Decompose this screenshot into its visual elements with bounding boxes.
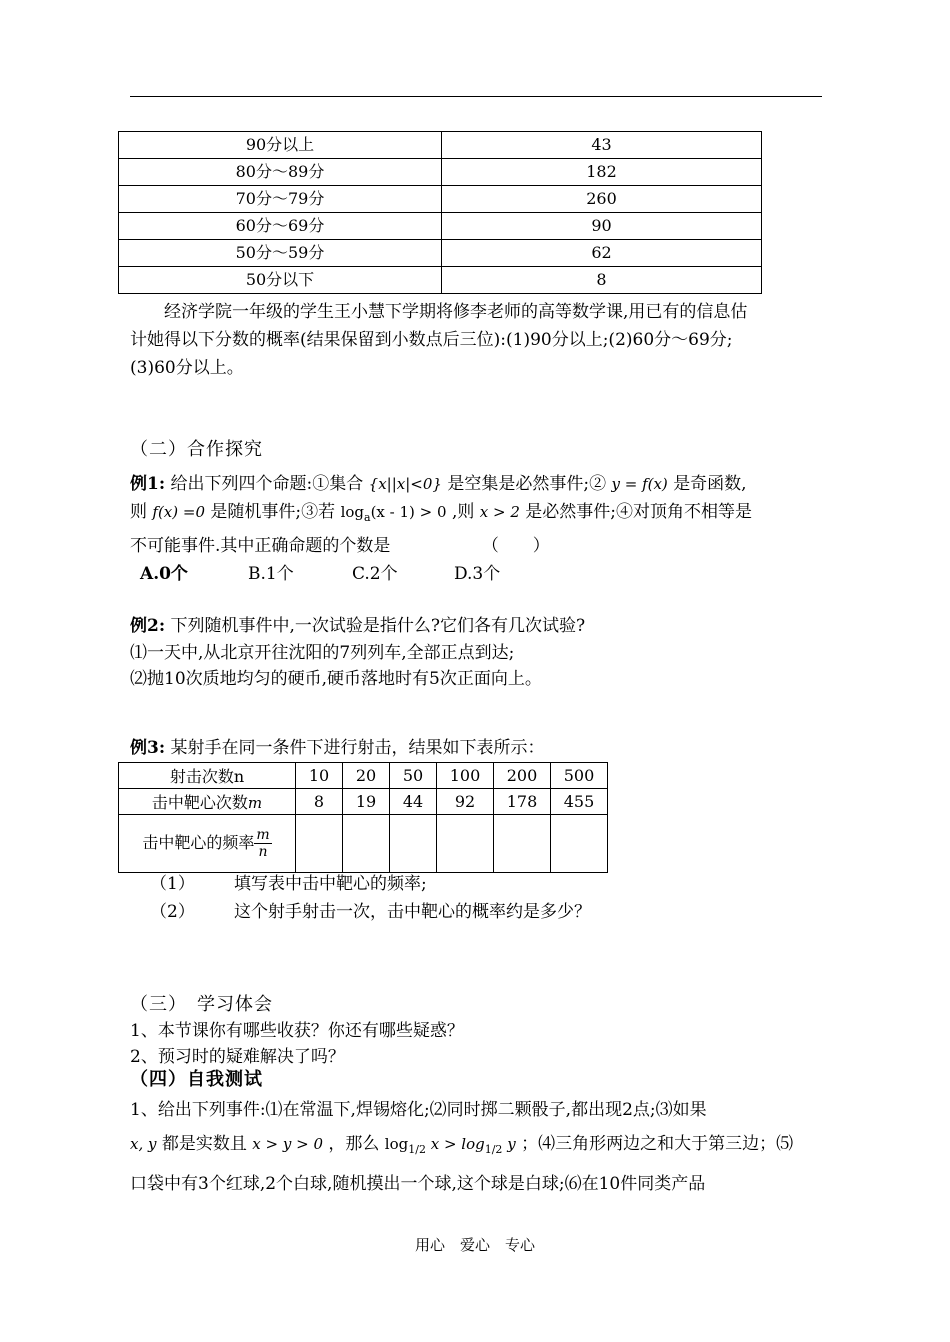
task-2-number: （2）	[150, 902, 195, 922]
row-label-frequency	[119, 815, 296, 873]
fraction-numerator: m	[256, 827, 270, 843]
section-4-text-c: ，那么	[328, 1134, 380, 1154]
log-middle: x > log	[430, 1135, 485, 1153]
example-1	[130, 470, 830, 588]
hits-cell: 44	[390, 789, 437, 815]
table-row	[119, 267, 762, 294]
table-row	[119, 132, 762, 159]
score-range-cell: 50分以下	[119, 267, 442, 294]
section-3-item-1: 1、本节课你有哪些收获？你还有哪些疑惑？	[130, 1021, 464, 1041]
set-expression: {x||x|<0}	[368, 475, 442, 493]
example-1-text-b: 是空集是必然事件;②	[447, 474, 607, 494]
intro-paragraph	[130, 298, 830, 382]
frequency-blank-cell[interactable]	[343, 815, 390, 873]
table-row	[119, 213, 762, 240]
section-3-item-2: 2、预习时的疑难解决了吗？	[130, 1047, 345, 1067]
x-greater-2: x > 2	[479, 503, 520, 521]
log-argument: (x - 1) > 0	[370, 503, 447, 521]
section-4-title: （四）自我测试	[130, 1069, 263, 1090]
example-1-text-h: 不可能事件.其中正确命题的个数是	[130, 536, 391, 556]
hits-cell: 19	[343, 789, 390, 815]
section-4-line-3: 口袋中有3个红球,2个白球,随机摸出一个球,这个球是白球;⑹在10件同类产品	[130, 1174, 706, 1194]
hits-cell: 92	[437, 789, 494, 815]
shots-cell: 20	[343, 763, 390, 789]
student-count-cell: 43	[442, 132, 762, 159]
example-1-line-3	[130, 532, 830, 560]
log-word-1: log	[384, 1135, 409, 1153]
log-word: log	[340, 503, 364, 521]
score-range-cell: 60分～69分	[119, 213, 442, 240]
example-3-tasks	[150, 870, 850, 926]
task-2	[150, 898, 850, 926]
log-expression	[340, 503, 447, 524]
intro-line-2: 计她得以下分数的概率(结果保留到小数点后三位):(1)90分以上;(2)60分～69分;	[130, 330, 733, 350]
example-2-item-1: ⑴一天中,从北京开往沈阳的7列列车,全部正点到达;	[130, 643, 515, 663]
option-d: D.3个	[454, 564, 501, 584]
fraction-denominator: n	[258, 844, 268, 860]
example-3-question: 某射手在同一条件下进行射击，结果如下表所示：	[170, 738, 545, 758]
example-1-text-e: 是随机事件;③若	[210, 502, 336, 522]
example-2-question: 下列随机事件中,一次试验是指什么?它们各有几次试验?	[170, 616, 586, 636]
hits-label-text: 击中靶心次数	[151, 793, 248, 812]
example-3-label: 例3:	[130, 738, 166, 758]
frequency-blank-cell[interactable]	[296, 815, 343, 873]
header-rule	[130, 96, 822, 97]
answer-blank: （ ）	[481, 536, 550, 556]
frequency-blank-cell[interactable]	[390, 815, 437, 873]
log-base-2: 1/2	[484, 1143, 503, 1156]
score-range-cell: 50分～59分	[119, 240, 442, 267]
example-2-item-2: ⑵抛10次质地均匀的硬币,硬币落地时有5次正面向上。	[130, 669, 542, 689]
hits-cell: 8	[296, 789, 343, 815]
log-inequality	[384, 1135, 516, 1156]
example-1-line-1	[130, 470, 830, 498]
shots-cell: 50	[390, 763, 437, 789]
log-base: a	[364, 511, 371, 524]
table-row	[119, 240, 762, 267]
task-1	[150, 870, 850, 898]
score-range-cell: 80分～89分	[119, 159, 442, 186]
score-range-cell: 90分以上	[119, 132, 442, 159]
student-count-cell: 62	[442, 240, 762, 267]
section-4-line-1: 1、给出下列事件:⑴在常温下,焊锡熔化;⑵同时掷二颗骰子,都出现2点;⑶如果	[130, 1100, 707, 1120]
section-2-title: （二）合作探究	[130, 439, 263, 460]
shots-cell: 500	[551, 763, 608, 789]
example-1-label: 例1:	[130, 474, 166, 494]
frequency-blank-cell[interactable]	[551, 815, 608, 873]
shots-cell: 10	[296, 763, 343, 789]
task-1-text: 填写表中击中靶心的频率;	[234, 874, 427, 894]
option-b: B.1个	[248, 564, 294, 584]
inequality-condition: x > y > 0	[252, 1135, 323, 1153]
option-c: C.2个	[352, 564, 398, 584]
example-2	[130, 612, 830, 692]
student-count-cell: 182	[442, 159, 762, 186]
task-2-text: 这个射手射击一次，击中靶心的概率约是多少？	[234, 902, 591, 922]
student-count-cell: 90	[442, 213, 762, 240]
row-label-shots: 射击次数n	[119, 763, 296, 789]
example-1-text-f: ,则	[451, 502, 475, 522]
function-expression: y = f(x)	[611, 475, 668, 493]
example-1-text-g: 是必然事件;④对顶角不相等是	[525, 502, 752, 522]
table-row	[119, 763, 608, 789]
fx-zero-expression: f(x) =0	[152, 503, 206, 521]
example-1-text-c: 是奇函数,	[673, 474, 747, 494]
log-end: y	[507, 1135, 516, 1153]
shots-cell: 200	[494, 763, 551, 789]
table-row	[119, 186, 762, 213]
section-3-items	[130, 1018, 830, 1070]
section-3-title: （三） 学习体会	[130, 994, 273, 1015]
intro-line-3: (3)60分以上。	[130, 358, 244, 378]
freq-label-text: 击中靶心的频率	[142, 833, 255, 852]
frequency-fraction	[254, 827, 271, 860]
example-1-options	[140, 560, 830, 588]
section-4-text-b: 都是实数且	[161, 1134, 247, 1154]
frequency-blank-cell[interactable]	[437, 815, 494, 873]
hits-cell: 178	[494, 789, 551, 815]
example-2-label: 例2:	[130, 616, 166, 636]
example-1-text-a: 给出下列四个命题:①集合	[170, 474, 364, 494]
log-base-1: 1/2	[408, 1143, 426, 1156]
example-1-text-d: 则	[130, 502, 147, 522]
xy-variables: x, y	[130, 1135, 157, 1153]
table-row	[119, 159, 762, 186]
page-footer: 用心 爱心 专心	[414, 1236, 535, 1254]
section-4-text-d: ；⑷三角形两边之和大于第三边；⑸	[521, 1134, 794, 1154]
student-count-cell: 8	[442, 267, 762, 294]
shots-cell: 100	[437, 763, 494, 789]
frequency-blank-cell[interactable]	[494, 815, 551, 873]
row-label-hits	[119, 789, 296, 815]
section-4-paragraph	[130, 1093, 825, 1201]
shooting-table	[118, 762, 608, 873]
section-4-line-2	[130, 1127, 825, 1167]
task-1-number: （1）	[150, 874, 195, 894]
student-count-cell: 260	[442, 186, 762, 213]
hits-variable: m	[247, 794, 263, 812]
table-row	[119, 815, 608, 873]
example-3-intro	[130, 734, 830, 762]
intro-line-1: 经济学院一年级的学生王小慧下学期将修李老师的高等数学课,用已有的信息估	[164, 302, 748, 322]
score-range-cell: 70分～79分	[119, 186, 442, 213]
grade-table	[118, 131, 762, 294]
hits-cell: 455	[551, 789, 608, 815]
example-1-line-2	[130, 498, 830, 532]
table-row	[119, 789, 608, 815]
option-a: A.0个	[140, 564, 188, 584]
